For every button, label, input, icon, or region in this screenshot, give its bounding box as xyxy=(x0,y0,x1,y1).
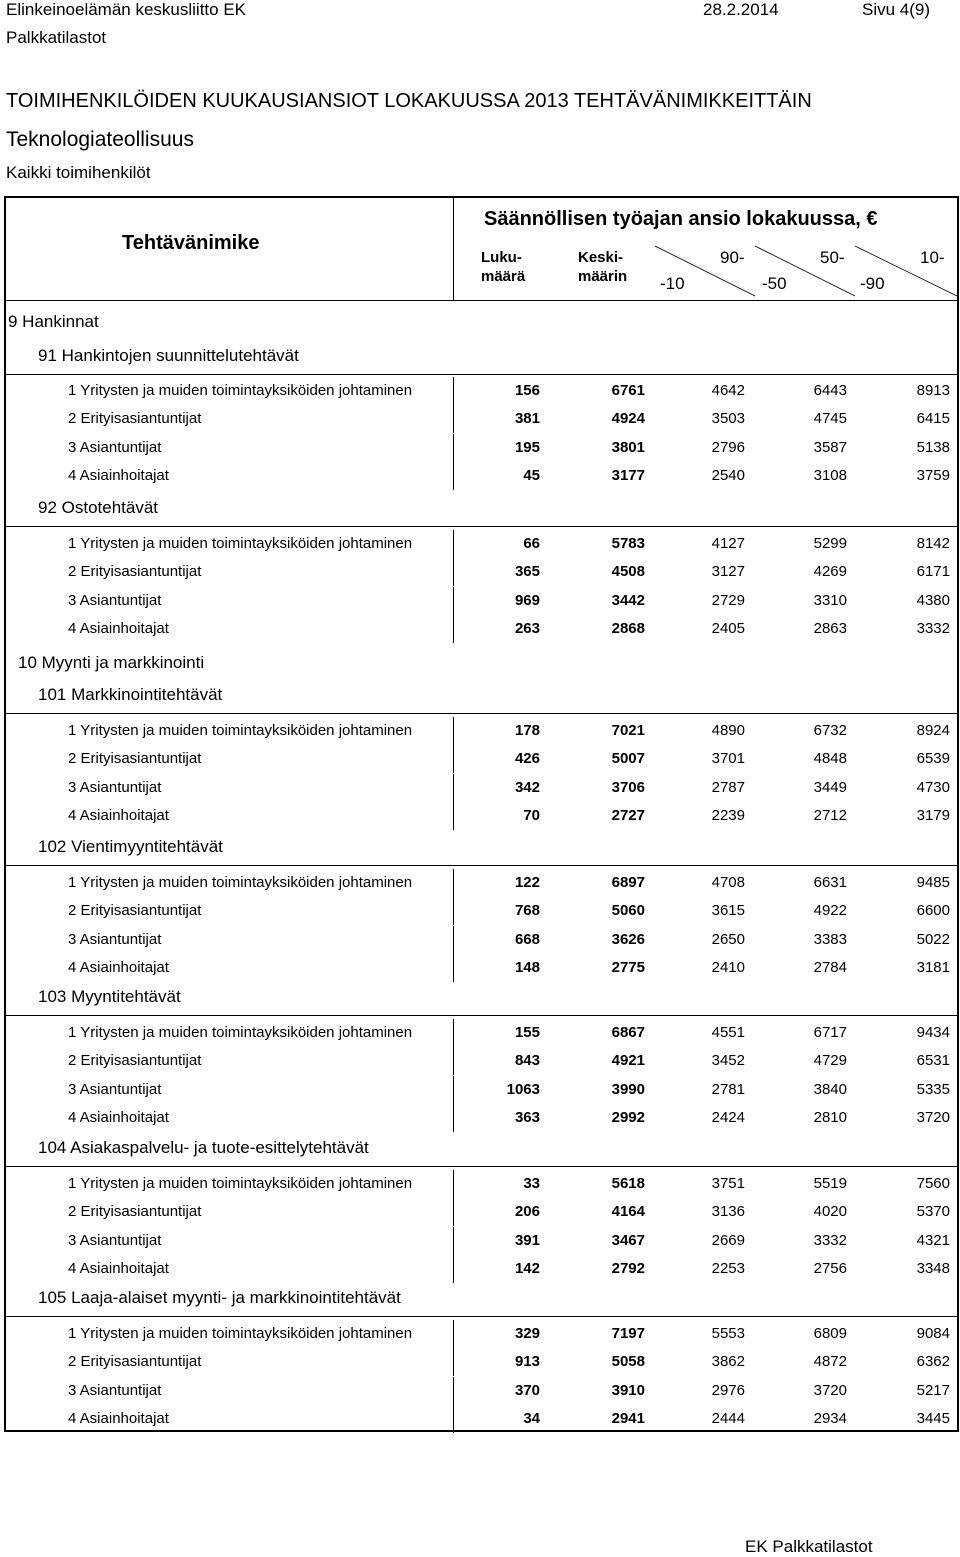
p50-upper: 50- xyxy=(820,248,845,267)
cell-mean: 3626 xyxy=(611,930,645,948)
cell-p50: 6732 xyxy=(813,722,847,739)
group-title: Kaikki toimihenkilöt xyxy=(6,163,151,182)
cell-p10: 2424 xyxy=(711,1109,745,1127)
mean-header-2: määrin xyxy=(578,268,628,285)
cell-p10: 3751 xyxy=(711,1175,745,1192)
row-separator xyxy=(453,1104,454,1132)
cell-p50: 4020 xyxy=(813,1203,847,1221)
footer-text: EK Palkkatilastot xyxy=(745,1537,873,1556)
cell-p50: 3108 xyxy=(813,467,847,485)
row-label: 1 Yritysten ja muiden toimintayksiköiden johtaminen xyxy=(68,382,413,399)
cell-mean: 3442 xyxy=(611,591,645,609)
cell-p90: 3759 xyxy=(916,467,950,485)
cell-p90: 3179 xyxy=(916,807,950,825)
cell-n: 148 xyxy=(514,959,540,977)
cell-p90: 3445 xyxy=(916,1410,950,1428)
cell-p10: 2239 xyxy=(711,807,745,825)
org-name: Elinkeinoelämän keskusliitto EK xyxy=(6,0,247,19)
row-label: 2 Erityisasiantuntijat xyxy=(68,1052,202,1070)
cell-n: 156 xyxy=(514,382,540,399)
group-col-title: Säännöllisen työajan ansio lokakuussa, € xyxy=(484,208,878,230)
cell-n: 381 xyxy=(514,410,540,428)
cell-p90: 7560 xyxy=(916,1175,950,1192)
row-separator xyxy=(453,869,454,897)
row-separator xyxy=(453,1076,454,1104)
cell-p50: 2934 xyxy=(813,1410,847,1428)
row-label: 4 Asiainhoitajat xyxy=(68,467,169,485)
page-number: Sivu 4(9) xyxy=(862,0,931,19)
p10-upper: 90- xyxy=(720,248,745,267)
cell-n: 142 xyxy=(514,1260,540,1278)
cell-n: 370 xyxy=(514,1381,540,1399)
section-divider xyxy=(4,713,958,714)
row-separator xyxy=(453,587,454,615)
row-label: 4 Asiainhoitajat xyxy=(68,620,169,638)
cell-p90: 5370 xyxy=(916,1203,950,1221)
row-separator xyxy=(453,954,454,982)
cell-mean: 3467 xyxy=(611,1231,645,1249)
cell-p90: 4321 xyxy=(916,1231,950,1249)
cell-n: 365 xyxy=(514,563,540,581)
row-label: 2 Erityisasiantuntijat xyxy=(68,563,202,581)
row-label: 3 Asiantuntijat xyxy=(68,778,162,796)
row-label: 4 Asiainhoitajat xyxy=(68,1410,169,1428)
cell-p10: 3615 xyxy=(711,902,745,920)
cell-p90: 6415 xyxy=(916,410,950,428)
row-separator xyxy=(453,377,454,405)
cell-p90: 3332 xyxy=(916,620,950,638)
cell-p50: 6809 xyxy=(813,1325,847,1342)
cell-p10: 2976 xyxy=(711,1381,745,1399)
cell-p10: 4551 xyxy=(711,1024,745,1041)
section-divider xyxy=(4,1166,958,1167)
section-heading: 10 Myynti ja markkinointi xyxy=(18,653,205,672)
cell-mean: 3177 xyxy=(611,467,645,485)
subsection-heading: 104 Asiakaspalvelu- ja tuote-esittelytehtävät xyxy=(38,1138,369,1157)
cell-n: 122 xyxy=(514,874,540,891)
section-divider xyxy=(4,1316,958,1317)
row-label: 4 Asiainhoitajat xyxy=(68,959,169,977)
cell-mean: 6897 xyxy=(611,874,645,891)
cell-n: 195 xyxy=(514,438,540,456)
cell-mean: 2941 xyxy=(611,1410,645,1428)
cell-p10: 4708 xyxy=(711,874,745,891)
cell-p90: 9485 xyxy=(916,874,950,891)
cell-p50: 3720 xyxy=(813,1381,847,1399)
cell-p90: 6171 xyxy=(916,563,950,581)
row-separator xyxy=(453,434,454,462)
row-label: 2 Erityisasiantuntijat xyxy=(68,902,202,920)
cell-mean: 5058 xyxy=(611,1353,645,1371)
cell-mean: 3990 xyxy=(611,1080,645,1098)
cell-p50: 3383 xyxy=(813,930,847,948)
row-separator xyxy=(453,530,454,558)
cell-p50: 6631 xyxy=(813,874,847,891)
row-label: 3 Asiantuntijat xyxy=(68,1381,162,1399)
cell-p90: 5138 xyxy=(916,438,950,456)
row-label: 1 Yritysten ja muiden toimintayksiköiden johtaminen xyxy=(68,722,413,739)
cell-n: 1063 xyxy=(506,1080,540,1098)
cell-mean: 5060 xyxy=(611,902,645,920)
cell-p10: 3503 xyxy=(711,410,745,428)
cell-n: 329 xyxy=(514,1325,540,1342)
cell-p90: 8142 xyxy=(916,535,950,552)
row-separator xyxy=(453,615,454,643)
cell-n: 913 xyxy=(514,1353,540,1371)
row-label: 3 Asiantuntijat xyxy=(68,438,162,456)
row-separator xyxy=(453,558,454,586)
row-label: 4 Asiainhoitajat xyxy=(68,807,169,825)
cell-p90: 5022 xyxy=(916,930,950,948)
cell-p10: 5553 xyxy=(711,1325,745,1342)
cell-p90: 6539 xyxy=(916,750,950,768)
row-label: 4 Asiainhoitajat xyxy=(68,1260,169,1278)
section-divider xyxy=(4,865,958,866)
cell-n: 70 xyxy=(523,807,540,825)
cell-mean: 5783 xyxy=(611,535,645,552)
cell-mean: 2992 xyxy=(611,1109,645,1127)
subsection-heading: 92 Ostotehtävät xyxy=(38,498,159,517)
cell-p10: 2787 xyxy=(711,778,745,796)
cell-p50: 6717 xyxy=(813,1024,847,1041)
report-date: 28.2.2014 xyxy=(703,0,779,19)
subsection-heading: 102 Vientimyyntitehtävät xyxy=(38,837,223,856)
cell-mean: 2727 xyxy=(611,807,645,825)
count-header-2: määrä xyxy=(481,268,526,285)
cell-p10: 2405 xyxy=(711,620,745,638)
cell-p50: 3332 xyxy=(813,1231,847,1249)
cell-p50: 6443 xyxy=(813,382,847,399)
p90-upper: 10- xyxy=(920,248,945,267)
cell-p90: 5217 xyxy=(916,1381,950,1399)
cell-n: 33 xyxy=(523,1175,540,1192)
row-separator xyxy=(453,1377,454,1405)
row-separator xyxy=(453,1019,454,1047)
cell-n: 45 xyxy=(523,467,540,485)
cell-p10: 2729 xyxy=(711,591,745,609)
row-separator xyxy=(453,405,454,433)
cell-p90: 6600 xyxy=(916,902,950,920)
cell-p10: 2540 xyxy=(711,467,745,485)
subsection-heading: 101 Markkinointitehtävät xyxy=(38,685,223,704)
cell-p90: 8924 xyxy=(916,722,950,739)
cell-p50: 3449 xyxy=(813,778,847,796)
row-separator xyxy=(453,1198,454,1226)
cell-p90: 8913 xyxy=(916,382,950,399)
row-label: 1 Yritysten ja muiden toimintayksiköiden johtaminen xyxy=(68,1325,413,1342)
cell-n: 391 xyxy=(514,1231,540,1249)
cell-mean: 3801 xyxy=(611,438,645,456)
row-separator xyxy=(453,1047,454,1075)
cell-mean: 4924 xyxy=(611,410,645,428)
cell-p50: 2712 xyxy=(813,807,847,825)
row-label: 3 Asiantuntijat xyxy=(68,591,162,609)
cell-p50: 2784 xyxy=(813,959,847,977)
row-label: 4 Asiainhoitajat xyxy=(68,1109,169,1127)
row-separator xyxy=(453,1227,454,1255)
cell-n: 426 xyxy=(514,750,540,768)
cell-p90: 5335 xyxy=(916,1080,950,1098)
row-label: 2 Erityisasiantuntijat xyxy=(68,750,202,768)
cell-p50: 3840 xyxy=(813,1080,847,1098)
cell-p10: 3127 xyxy=(711,563,745,581)
count-header-1: Luku- xyxy=(481,249,522,266)
cell-n: 969 xyxy=(514,591,540,609)
row-label: 3 Asiantuntijat xyxy=(68,1080,162,1098)
cell-p10: 2650 xyxy=(711,930,745,948)
cell-mean: 3910 xyxy=(611,1381,645,1399)
row-label: 2 Erityisasiantuntijat xyxy=(68,1353,202,1371)
cell-n: 34 xyxy=(523,1410,540,1428)
cell-p50: 5299 xyxy=(813,535,847,552)
cell-p50: 4269 xyxy=(813,563,847,581)
row-separator xyxy=(453,774,454,802)
cell-p10: 4127 xyxy=(711,535,745,552)
cell-mean: 3706 xyxy=(611,778,645,796)
cell-p50: 5519 xyxy=(813,1175,847,1192)
row-label: 2 Erityisasiantuntijat xyxy=(68,1203,202,1221)
cell-p90: 3720 xyxy=(916,1109,950,1127)
cell-n: 263 xyxy=(514,620,540,638)
cell-p90: 9434 xyxy=(916,1024,950,1041)
row-label: 1 Yritysten ja muiden toimintayksiköiden johtaminen xyxy=(68,1024,413,1041)
report-subtitle: Palkkatilastot xyxy=(6,28,107,47)
cell-mean: 7197 xyxy=(611,1325,645,1342)
cell-mean: 4164 xyxy=(611,1203,645,1221)
cell-n: 206 xyxy=(514,1203,540,1221)
cell-p90: 3348 xyxy=(916,1260,950,1278)
row-separator xyxy=(453,1348,454,1376)
cell-p90: 4730 xyxy=(916,778,950,796)
subsection-heading: 105 Laaja-alaiset myynti- ja markkinointitehtävät xyxy=(38,1288,401,1307)
section-divider xyxy=(4,374,958,375)
cell-p90: 9084 xyxy=(916,1325,950,1342)
cell-mean: 2868 xyxy=(611,620,645,638)
row-label: 1 Yritysten ja muiden toimintayksiköiden johtaminen xyxy=(68,535,413,552)
cell-p10: 2669 xyxy=(711,1231,745,1249)
cell-mean: 4921 xyxy=(611,1052,645,1070)
row-label: 1 Yritysten ja muiden toimintayksiköiden johtaminen xyxy=(68,874,413,891)
cell-p10: 3701 xyxy=(711,750,745,768)
cell-n: 668 xyxy=(514,930,540,948)
mean-header-1: Keski- xyxy=(578,249,624,266)
cell-p50: 4729 xyxy=(813,1052,847,1070)
cell-p10: 2781 xyxy=(711,1080,745,1098)
cell-n: 363 xyxy=(514,1109,540,1127)
cell-p50: 4745 xyxy=(813,410,847,428)
row-separator xyxy=(453,897,454,925)
row-label: 3 Asiantuntijat xyxy=(68,930,162,948)
cell-p90: 6531 xyxy=(916,1052,950,1070)
cell-n: 178 xyxy=(514,722,540,739)
cell-p50: 4848 xyxy=(813,750,847,768)
col-title: Tehtävänimike xyxy=(122,232,260,254)
row-separator xyxy=(453,802,454,830)
cell-mean: 7021 xyxy=(611,722,645,739)
row-separator xyxy=(453,1255,454,1283)
cell-p10: 3136 xyxy=(711,1203,745,1221)
page-title: TOIMIHENKILÖIDEN KUUKAUSIANSIOT LOKAKUUSSA 2013 TEHTÄVÄNIMIKKEITTÄIN xyxy=(6,90,812,112)
cell-p10: 4890 xyxy=(711,722,745,739)
row-separator xyxy=(453,1405,454,1433)
cell-p10: 2444 xyxy=(711,1410,745,1428)
row-label: 1 Yritysten ja muiden toimintayksiköiden johtaminen xyxy=(68,1175,413,1192)
row-separator xyxy=(453,926,454,954)
cell-p50: 2810 xyxy=(813,1109,847,1127)
row-separator xyxy=(453,1320,454,1348)
cell-mean: 6867 xyxy=(611,1024,645,1041)
cell-p10: 2410 xyxy=(711,959,745,977)
cell-mean: 4508 xyxy=(611,563,645,581)
p90-lower: -90 xyxy=(860,274,885,293)
cell-n: 843 xyxy=(514,1052,540,1070)
row-separator xyxy=(453,745,454,773)
p10-lower: -10 xyxy=(660,274,685,293)
row-label: 3 Asiantuntijat xyxy=(68,1231,162,1249)
row-separator xyxy=(453,1170,454,1198)
cell-p10: 2796 xyxy=(711,438,745,456)
section-heading: 9 Hankinnat xyxy=(8,312,99,331)
row-separator xyxy=(453,462,454,490)
cell-mean: 6761 xyxy=(611,382,645,399)
cell-p50: 3587 xyxy=(813,438,847,456)
row-label: 2 Erityisasiantuntijat xyxy=(68,410,202,428)
cell-p10: 3452 xyxy=(711,1052,745,1070)
cell-p10: 2253 xyxy=(711,1260,745,1278)
p50-lower: -50 xyxy=(762,274,787,293)
cell-p90: 3181 xyxy=(916,959,950,977)
subsection-heading: 91 Hankintojen suunnittelutehtävät xyxy=(38,346,299,365)
industry-title: Teknologiateollisuus xyxy=(6,128,194,151)
cell-p10: 4642 xyxy=(711,382,745,399)
cell-mean: 5007 xyxy=(611,750,645,768)
cell-n: 155 xyxy=(514,1024,540,1041)
cell-p50: 2863 xyxy=(813,620,847,638)
cell-p10: 3862 xyxy=(711,1353,745,1371)
cell-n: 342 xyxy=(514,778,540,796)
cell-mean: 2775 xyxy=(611,959,645,977)
row-separator xyxy=(453,717,454,745)
cell-p50: 4922 xyxy=(813,902,847,920)
cell-p50: 4872 xyxy=(813,1353,847,1371)
cell-p50: 3310 xyxy=(813,591,847,609)
section-divider xyxy=(4,1015,958,1016)
cell-mean: 2792 xyxy=(611,1260,645,1278)
cell-p90: 6362 xyxy=(916,1353,950,1371)
section-divider xyxy=(4,526,958,527)
cell-p90: 4380 xyxy=(916,591,950,609)
cell-n: 768 xyxy=(514,902,540,920)
cell-mean: 5618 xyxy=(611,1175,645,1192)
cell-n: 66 xyxy=(523,535,540,552)
subsection-heading: 103 Myyntitehtävät xyxy=(38,987,181,1006)
cell-p50: 2756 xyxy=(813,1260,847,1278)
